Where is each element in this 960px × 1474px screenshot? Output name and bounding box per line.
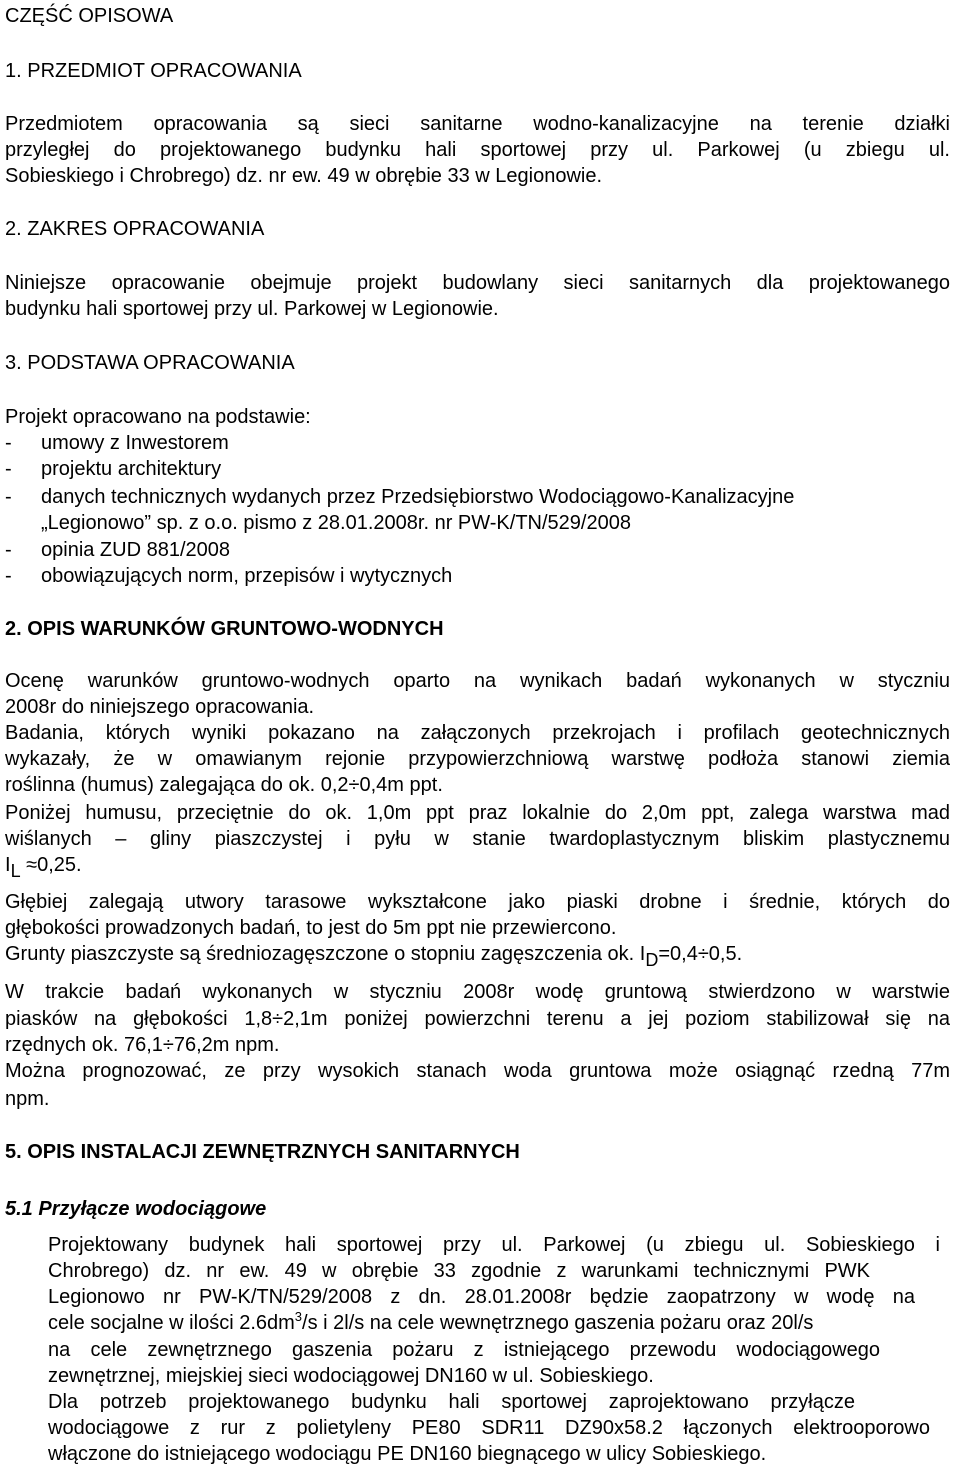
liquidity-index-line	[5, 852, 950, 881]
ground-conditions-line: Poniżej humusu, przeciętnie do ok. 1,0m ppt praz lokalnie do 2,0m ppt, zalega warstwa mad	[5, 802, 950, 824]
list-item-text: „Legionowo” sp. z o.o. pismo z 28.01.2008r. nr PW-K/TN/529/2008	[41, 512, 631, 534]
ground-conditions-line: npm.	[5, 1088, 50, 1110]
water-demand-text: /s i 2l/s na cele wewnętrznego gaszenia pożaru oraz 20l/s	[302, 1312, 814, 1334]
liquidity-index-value: ≈0,25.	[26, 854, 82, 876]
list-item-text: obowiązujących norm, przepisów i wytycznych	[41, 565, 453, 587]
list-dash: -	[5, 539, 12, 561]
water-demand-line	[48, 1310, 950, 1338]
ground-conditions-line: piasków na głębokości 1,8÷2,1m poniżej powierzchni terenu a jej poziom stabilizował się na	[5, 1008, 950, 1030]
list-dash: -	[5, 458, 12, 480]
ground-conditions-line: Głębiej zalegają utwory tarasowe wykształcone jako piaski drobne i średnie, których do	[5, 891, 950, 913]
water-connection-line: wodociągowe z rur z polietyleny PE80 SDR11 DZ90x58.2 łączonych elektrooporowo	[48, 1417, 930, 1439]
section-2-heading: 2. ZAKRES OPRACOWANIA	[5, 218, 265, 240]
section-1-line: przyległej do projektowanego budynku hali sportowej przy ul. Parkowej (u zbiegu ul.	[5, 139, 950, 161]
list-item-text: opinia ZUD 881/2008	[41, 539, 231, 561]
ground-conditions-line: wykazały, że w omawianym rejonie przypowierzchniową warstwę podłoża stanowi ziemia	[5, 748, 950, 770]
density-index-value: =0,4÷0,5.	[658, 943, 743, 965]
ground-conditions-line: głębokości prowadzonych badań, to jest do 5m ppt nie przewiercono.	[5, 917, 617, 939]
ground-conditions-line: roślinna (humus) zalegająca do ok. 0,2÷0,4m ppt.	[5, 774, 443, 796]
density-index-text: Grunty piaszczyste są średniozagęszczone o stopniu zagęszczenia ok. I	[5, 943, 646, 965]
ground-conditions-line: Można prognozować, ze przy wysokich stanach woda gruntowa może osiągnąć rzedną 77m	[5, 1060, 950, 1082]
liquidity-index-symbol: I	[5, 854, 11, 876]
section-2-line: Niniejsze opracowanie obejmuje projekt budowlany sieci sanitarnych dla projektowanego	[5, 272, 950, 294]
water-connection-line: Chrobrego) dz. nr ew. 49 w obrębie 33 zgodnie z warunkami technicznymi PWK	[48, 1260, 870, 1282]
density-index-line	[5, 941, 950, 970]
ground-conditions-line: Badania, których wyniki pokazano na załączonych przekrojach i profilach geotechnicznych	[5, 722, 950, 744]
list-item-text: umowy z Inwestorem	[41, 432, 229, 454]
list-item-text: danych technicznych wydanych przez Przedsiębiorstwo Wodociągowo-Kanalizacyjne	[41, 486, 795, 508]
section-1-heading: 1. PRZEDMIOT OPRACOWANIA	[5, 60, 302, 82]
list-dash: -	[5, 432, 12, 454]
section-3-intro: Projekt opracowano na podstawie:	[5, 406, 311, 428]
ground-conditions-heading: 2. OPIS WARUNKÓW GRUNTOWO-WODNYCH	[5, 618, 444, 640]
liquidity-index-subscript: L	[10, 861, 21, 881]
ground-conditions-line: wiślanych – gliny piaszczystej i pyłu w stanie twardoplastycznym bliskim plastycznemu	[5, 828, 950, 850]
section-1-line: Przedmiotem opracowania są sieci sanitarne wodno-kanalizacyjne na terenie działki	[5, 113, 950, 135]
unit-superscript: 3	[294, 1309, 303, 1324]
density-index-subscript: D	[645, 950, 659, 970]
ground-conditions-line: W trakcie badań wykonanych w styczniu 2008r wodę gruntową stwierdzono w warstwie	[5, 981, 950, 1003]
section-5-1-heading: 5.1 Przyłącze wodociągowe	[5, 1198, 267, 1220]
water-connection-line: na cele zewnętrznego gaszenia pożaru z istniejącego przewodu wodociągowego	[48, 1339, 880, 1361]
list-dash: -	[5, 486, 12, 508]
list-dash: -	[5, 565, 12, 587]
water-demand-text: cele socjalne w ilości 2.6dm	[48, 1312, 295, 1334]
water-connection-line: Legionowo nr PW-K/TN/529/2008 z dn. 28.01.2008r będzie zaopatrzony w wodę na	[48, 1286, 915, 1308]
water-connection-line: włączone do istniejącego wodociągu PE DN160 biegnącego w ulicy Sobieskiego.	[48, 1443, 767, 1465]
part-title: CZĘŚĆ OPISOWA	[5, 5, 174, 27]
ground-conditions-line: 2008r do niniejszego opracowania.	[5, 696, 315, 718]
ground-conditions-line: rzędnych ok. 76,1÷76,2m npm.	[5, 1034, 280, 1056]
ground-conditions-line: Ocenę warunków gruntowo-wodnych oparto na wynikach badań wykonanych w styczniu	[5, 670, 950, 692]
water-connection-line: zewnętrznej, miejskiej sieci wodociągowej DN160 w ul. Sobieskiego.	[48, 1365, 654, 1387]
water-connection-line: Projektowany budynek hali sportowej przy ul. Parkowej (u zbiegu ul. Sobieskiego i	[48, 1234, 940, 1256]
section-2-line: budynku hali sportowej przy ul. Parkowej w Legionowie.	[5, 298, 499, 320]
section-5-heading: 5. OPIS INSTALACJI ZEWNĘTRZNYCH SANITARNYCH	[5, 1141, 520, 1163]
list-item-text: projektu architektury	[41, 458, 222, 480]
section-1-line: Sobieskiego i Chrobrego) dz. nr ew. 49 w obrębie 33 w Legionowie.	[5, 165, 603, 187]
water-connection-line: Dla potrzeb projektowanego budynku hali sportowej zaprojektowano przyłącze	[48, 1391, 855, 1413]
section-3-heading: 3. PODSTAWA OPRACOWANIA	[5, 352, 295, 374]
